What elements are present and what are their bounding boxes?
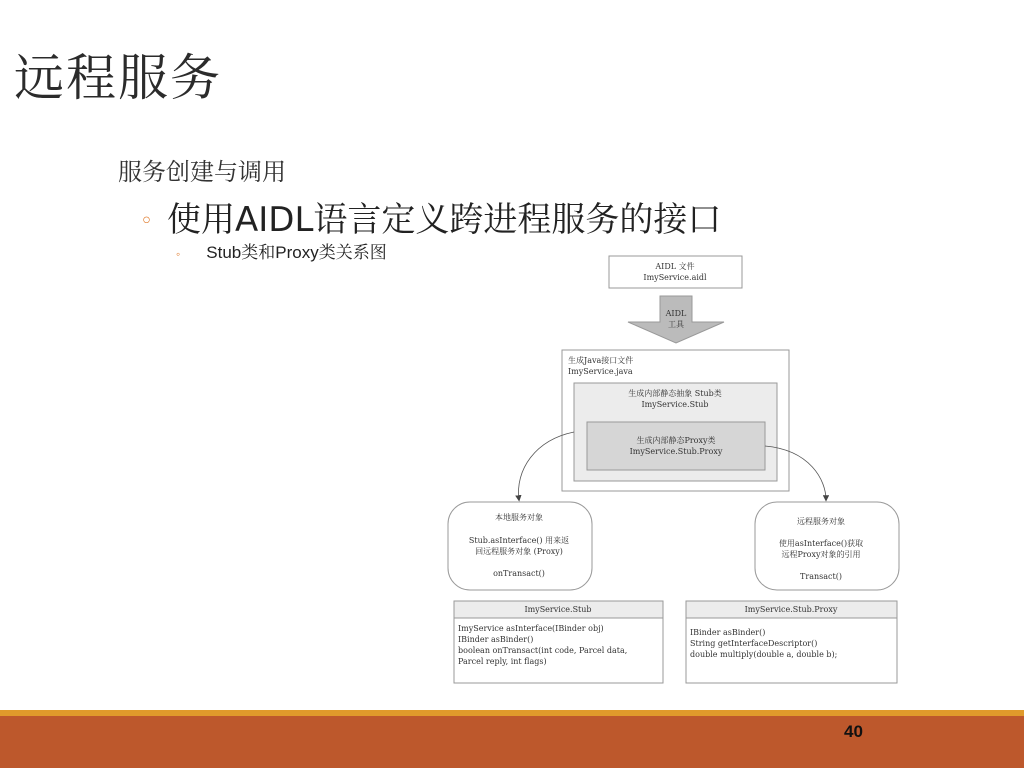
stub-class-method: Parcel reply, int flags) (458, 657, 547, 666)
aidl-file-name: ImyService.aidl (643, 273, 707, 282)
aidl-tool-label-2: 工具 (668, 320, 684, 329)
stub-class-header: ImyService.Stub (524, 605, 592, 614)
local-service-method: onTransact() (493, 569, 545, 578)
stub-class-method: boolean onTransact(int code, Parcel data, (458, 646, 628, 655)
slide-subtitle: 服务创建与调用 (118, 158, 286, 186)
local-service-box (448, 502, 592, 590)
footer-bar (0, 716, 1024, 768)
proxy-class-method: double multiply(double a, double b); (690, 650, 838, 659)
remote-service-method: Transact() (800, 572, 842, 581)
bullet-circle-icon: ◦ (140, 209, 153, 234)
aidl-tool-arrow (628, 296, 724, 343)
proxy-class-method: IBinder asBinder() (690, 628, 766, 637)
remote-service-title: 远程服务对象 (797, 517, 845, 526)
proxy-class-table (686, 601, 897, 683)
slide-title: 远程服务 (14, 49, 222, 107)
stub-class-method: ImyService asInterface(IBinder obj) (458, 624, 604, 633)
stub-class-table (454, 601, 663, 683)
proxy-name: ImyService.Stub.Proxy (629, 447, 723, 456)
page-number: 40 (844, 722, 863, 741)
proxy-box (587, 422, 765, 470)
aidl-tool-label: AIDL (665, 309, 687, 318)
local-service-desc-1: Stub.asInterface() 用来返 (468, 536, 570, 545)
local-service-desc-2: 回远程服务对象 (Proxy) (475, 547, 563, 556)
aidl-file-box (609, 256, 742, 288)
stub-name: ImyService.Stub (641, 400, 709, 409)
remote-service-desc-1: 使用asInterface()获取 (778, 539, 864, 548)
proxy-label: 生成内部静态Proxy类 (636, 436, 716, 445)
bullet-small-circle-icon: ◦ (176, 246, 181, 261)
java-interface-name: ImyService.java (568, 367, 633, 376)
java-interface-label: 生成Java接口文件 (568, 356, 634, 365)
bullet-level2-text: Stub类和Proxy类关系图 (206, 243, 387, 262)
stub-label: 生成内部静态抽象 Stub类 (628, 389, 722, 398)
proxy-class-method: String getInterfaceDescriptor() (690, 639, 818, 648)
stub-class-method: IBinder asBinder() (458, 635, 534, 644)
local-service-title: 本地服务对象 (495, 513, 543, 522)
aidl-file-label: AIDL 文件 (655, 262, 695, 271)
proxy-class-header: ImyService.Stub.Proxy (744, 605, 838, 614)
remote-service-desc-2: 远程Proxy对象的引用 (781, 550, 861, 559)
remote-service-box (755, 502, 899, 590)
bullet-level1-text: 使用AIDL语言定义跨进程服务的接口 (166, 200, 722, 240)
